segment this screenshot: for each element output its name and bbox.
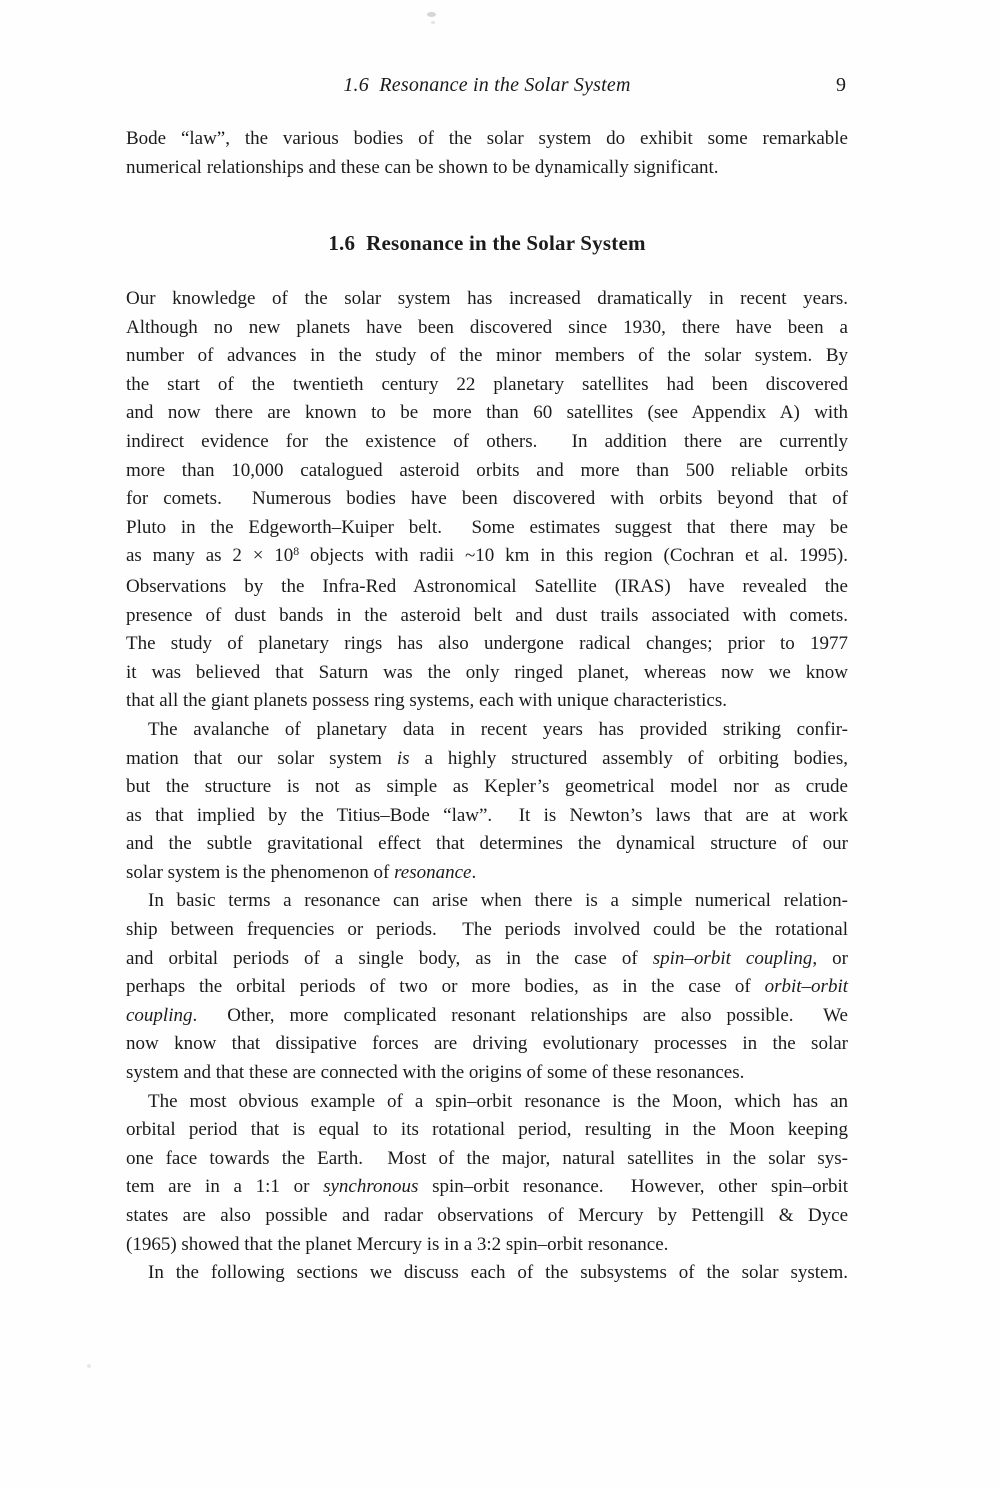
paragraph bbox=[126, 716, 848, 888]
running-header bbox=[126, 72, 848, 100]
text-segment: Our knowledge of the solar system has increased dramatically in recent years. bbox=[126, 288, 848, 309]
text-segment: Observations by the Infra-Red Astronomical Satellite (IRAS) have revealed the bbox=[126, 575, 848, 597]
italic-text: resonance bbox=[394, 861, 472, 883]
text-line bbox=[126, 973, 848, 1002]
italic-text: coupling bbox=[126, 1004, 193, 1026]
text-line bbox=[126, 371, 848, 400]
text-segment: tem are in a 1:1 or bbox=[126, 1176, 324, 1198]
body-text bbox=[126, 285, 848, 1288]
text-segment: it was believed that Saturn was the only ringed planet, whereas now we know bbox=[126, 661, 848, 683]
paragraph bbox=[126, 124, 848, 182]
text-line bbox=[126, 659, 848, 688]
text-segment: The avalanche of planetary data in recent years has provided striking confir- bbox=[148, 718, 848, 740]
text-segment: mation that our solar system bbox=[126, 747, 397, 769]
text-line bbox=[126, 573, 848, 602]
text-segment: Pluto in the Edgeworth–Kuiper belt. Some estimates suggest that there may be bbox=[126, 516, 848, 538]
text-segment: the start of the twentieth century 22 planetary satellites had been discovered bbox=[126, 373, 848, 395]
text-segment: for comets. Numerous bodies have been discovered with orbits beyond that of bbox=[126, 488, 848, 510]
text-line bbox=[126, 485, 848, 514]
text-line bbox=[126, 457, 848, 486]
text-line bbox=[126, 1145, 848, 1174]
text-line bbox=[126, 1173, 848, 1202]
continuation-paragraph-block bbox=[126, 124, 848, 182]
text-segment: indirect evidence for the existence of others. In addition there are currently bbox=[126, 430, 848, 452]
text-line bbox=[126, 745, 848, 774]
text-segment: that all the giant planets possess ring systems, each with unique characteristics. bbox=[126, 690, 727, 712]
text-line bbox=[126, 916, 848, 945]
superscript-text: 8 bbox=[293, 545, 300, 559]
italic-text: spin–orbit coupling bbox=[652, 947, 813, 969]
text-line bbox=[126, 630, 848, 659]
text-segment: and the subtle gravitational effect that determines the dynamical structure of our bbox=[126, 833, 848, 855]
text-line bbox=[126, 1259, 848, 1288]
text-line bbox=[126, 514, 848, 543]
text-line bbox=[126, 285, 848, 314]
scan-artifact bbox=[87, 1364, 91, 1368]
text-segment: and orbital periods of a single body, as in the case of bbox=[126, 947, 653, 969]
text-segment: perhaps the orbital periods of two or more bodies, as in the case of bbox=[126, 976, 765, 998]
text-segment: one face towards the Earth. Most of the major, natural satellites in the solar sys- bbox=[126, 1147, 848, 1169]
text-line bbox=[126, 802, 848, 831]
scan-artifact bbox=[431, 21, 435, 24]
text-segment: orbital period that is equal to its rotational period, resulting in the Moon keeping bbox=[126, 1119, 848, 1141]
running-header-title: 1.6 Resonance in the Solar System bbox=[343, 74, 631, 96]
text-line bbox=[126, 1002, 848, 1031]
text-line bbox=[126, 428, 848, 457]
text-line bbox=[126, 153, 848, 182]
text-segment: In basic terms a resonance can arise when there is a simple numerical relation- bbox=[148, 890, 848, 912]
text-line bbox=[126, 687, 848, 716]
text-segment: ship between frequencies or periods. The periods involved could be the rotational bbox=[126, 919, 848, 941]
text-segment: number of advances in the study of the minor members of the solar system. By bbox=[126, 345, 848, 367]
text-line bbox=[126, 859, 848, 888]
text-segment: (1965) showed that the planet Mercury is in a 3:2 spin–orbit resonance. bbox=[126, 1233, 669, 1255]
scan-artifact bbox=[427, 12, 436, 17]
text-line bbox=[126, 1116, 848, 1145]
text-segment: numerical relationships and these can be shown to be dynamically significant. bbox=[126, 157, 719, 178]
text-line bbox=[126, 399, 848, 428]
text-segment: system and that these are connected with the origins of some of these resonances. bbox=[126, 1062, 745, 1084]
text-line bbox=[126, 602, 848, 631]
text-line bbox=[126, 1088, 848, 1117]
text-segment: more than 10,000 catalogued asteroid orbits and more than 500 reliable orbits bbox=[126, 459, 848, 481]
text-segment: solar system is the phenomenon of bbox=[126, 861, 395, 883]
paragraph bbox=[126, 1259, 848, 1288]
page-number: 9 bbox=[836, 74, 846, 96]
text-segment: . bbox=[471, 861, 477, 883]
text-segment: , or bbox=[812, 947, 848, 969]
text-segment: now know that dissipative forces are driving evolutionary processes in the solar bbox=[126, 1033, 848, 1055]
italic-text: synchronous bbox=[323, 1176, 419, 1198]
text-line bbox=[126, 830, 848, 859]
text-segment: but the structure is not as simple as Kepler’s geometrical model nor as crude bbox=[126, 776, 848, 798]
text-line bbox=[126, 887, 848, 916]
text-segment: a highly structured assembly of orbiting bodies, bbox=[409, 747, 848, 769]
text-line bbox=[126, 945, 848, 974]
text-segment: Bode “law”, the various bodies of the solar system do exhibit some remarkable bbox=[126, 128, 848, 149]
text-line bbox=[126, 542, 848, 573]
text-line bbox=[126, 342, 848, 371]
section-heading: 1.6 Resonance in the Solar System bbox=[328, 231, 646, 255]
text-segment: as that implied by the Titius–Bode “law”. It is Newton’s laws that are at work bbox=[126, 804, 848, 826]
text-segment: The most obvious example of a spin–orbit resonance is the Moon, which has an bbox=[148, 1090, 848, 1112]
text-line bbox=[126, 1202, 848, 1231]
text-segment: In the following sections we discuss each of the subsystems of the solar system. bbox=[148, 1262, 848, 1284]
paragraph bbox=[126, 285, 848, 716]
text-segment: states are also possible and radar observations of Mercury by Pettengill & Dyce bbox=[126, 1205, 848, 1226]
paragraph bbox=[126, 1088, 848, 1260]
text-segment: objects with radii ~10 km in this region (Cochran et al. 1995). bbox=[299, 545, 848, 567]
text-line bbox=[126, 1059, 848, 1088]
italic-text: is bbox=[396, 747, 410, 769]
text-line bbox=[126, 314, 848, 343]
text-segment: and now there are known to be more than 60 satellites (see Appendix A) with bbox=[126, 402, 848, 424]
text-segment: . Other, more complicated resonant relationships are also possible. We bbox=[192, 1004, 848, 1026]
italic-text: orbit–orbit bbox=[764, 976, 848, 998]
text-line bbox=[126, 773, 848, 802]
text-segment: presence of dust bands in the asteroid belt and dust trails associated with comets. bbox=[126, 604, 848, 626]
text-segment: Although no new planets have been discovered since 1930, there have been a bbox=[126, 316, 848, 338]
text-segment: as many as 2 × 10 bbox=[126, 545, 294, 567]
text-segment: spin–orbit resonance. However, other spin–orbit bbox=[418, 1176, 848, 1198]
text-line bbox=[126, 1030, 848, 1059]
text-segment: The study of planetary rings has also undergone radical changes; prior to 1977 bbox=[126, 633, 848, 655]
text-line bbox=[126, 124, 848, 153]
text-line bbox=[126, 1231, 848, 1260]
text-line bbox=[126, 716, 848, 745]
paragraph bbox=[126, 887, 848, 1087]
